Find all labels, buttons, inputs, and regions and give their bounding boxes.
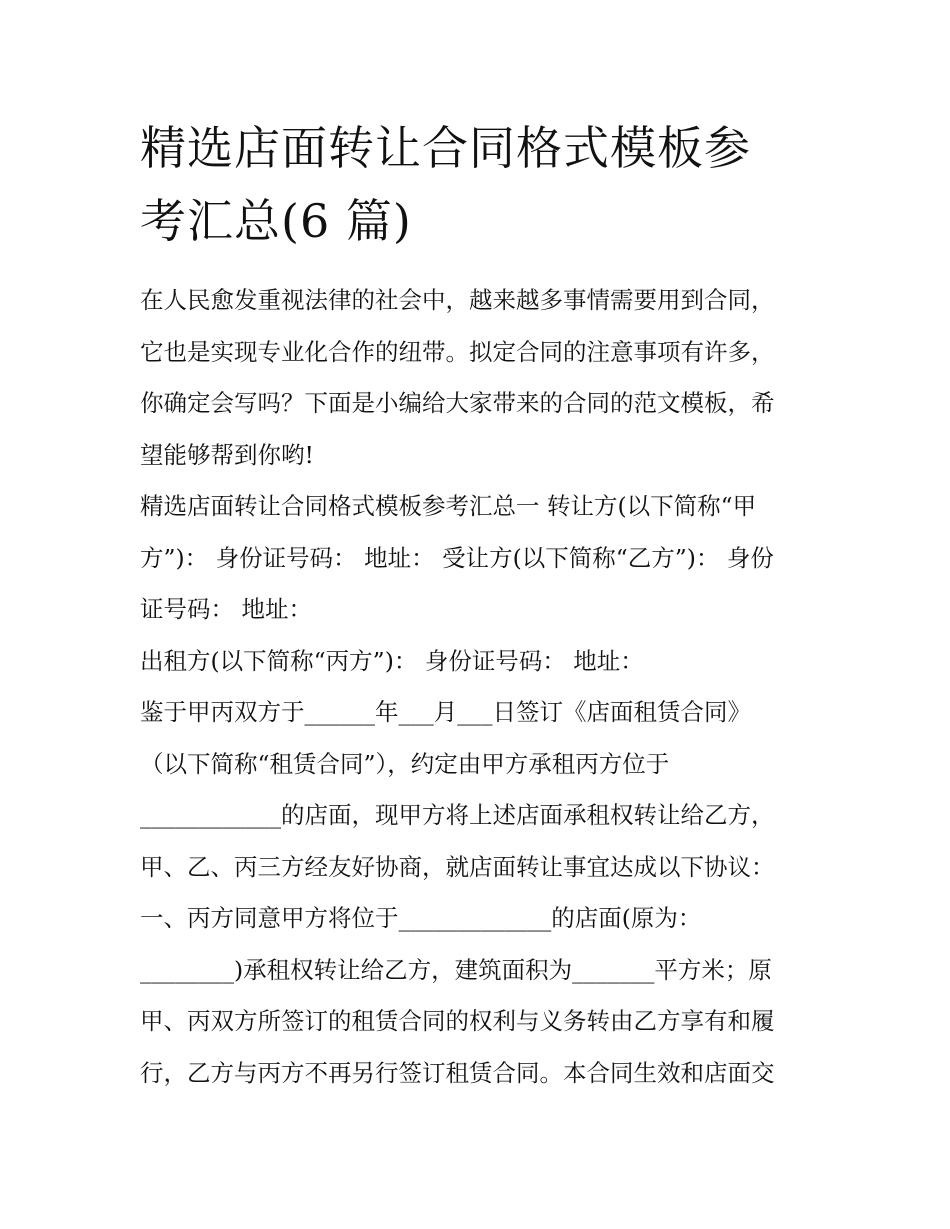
body-line: 它也是实现专业化合作的纽带。拟定合同的注意事项有许多， — [140, 337, 775, 366]
body-line: 望能够帮到你哟! — [140, 440, 314, 469]
body-line: 一、丙方同意甲方将位于_____________的店面(原为： — [140, 904, 702, 932]
body-line: 甲、乙、丙三方经友好协商，就店面转让事宜达成以下协议： — [140, 852, 775, 881]
body-line: 精选店面转让合同格式模板参考汇总一 转让方(以下简称“甲 — [140, 492, 757, 520]
body-line: 鉴于甲丙双方于______年___月___日签订《店面租赁合同》 — [140, 698, 751, 726]
body-line: 证号码： 地址： — [140, 595, 312, 623]
body-line: ________)承租权转让给乙方，建筑面积为_______平方米；原 — [140, 955, 772, 984]
body-line: 方”)： 身份证号码： 地址： 受让方(以下简称“乙方”)： 身份 — [140, 543, 774, 572]
body-line: 你确定会写吗？下面是小编给大家带来的合同的范文模板，希 — [140, 389, 775, 417]
document-body — [140, 275, 820, 1099]
body-line: 在人民愈发重视法律的社会中，越来越多事情需要用到合同， — [140, 286, 775, 314]
title-line: 精选店面转让合同格式模板参 — [140, 121, 751, 175]
body-line: 甲、丙双方所签订的租赁合同的权利与义务转由乙方享有和履 — [140, 1007, 775, 1035]
body-line: 出租方(以下简称“丙方”)： 身份证号码： 地址： — [140, 646, 644, 675]
body-line: （以下简称“租赁合同”），约定由甲方承租丙方位于 — [140, 749, 670, 778]
title-line: 考汇总(6 篇) — [140, 194, 412, 248]
body-line: ____________的店面，现甲方将上述店面承租权转让给乙方， — [140, 801, 775, 829]
body-line: 行，乙方与丙方不再另行签订租赁合同。本合同生效和店面交 — [140, 1058, 775, 1087]
document-title — [140, 112, 820, 258]
